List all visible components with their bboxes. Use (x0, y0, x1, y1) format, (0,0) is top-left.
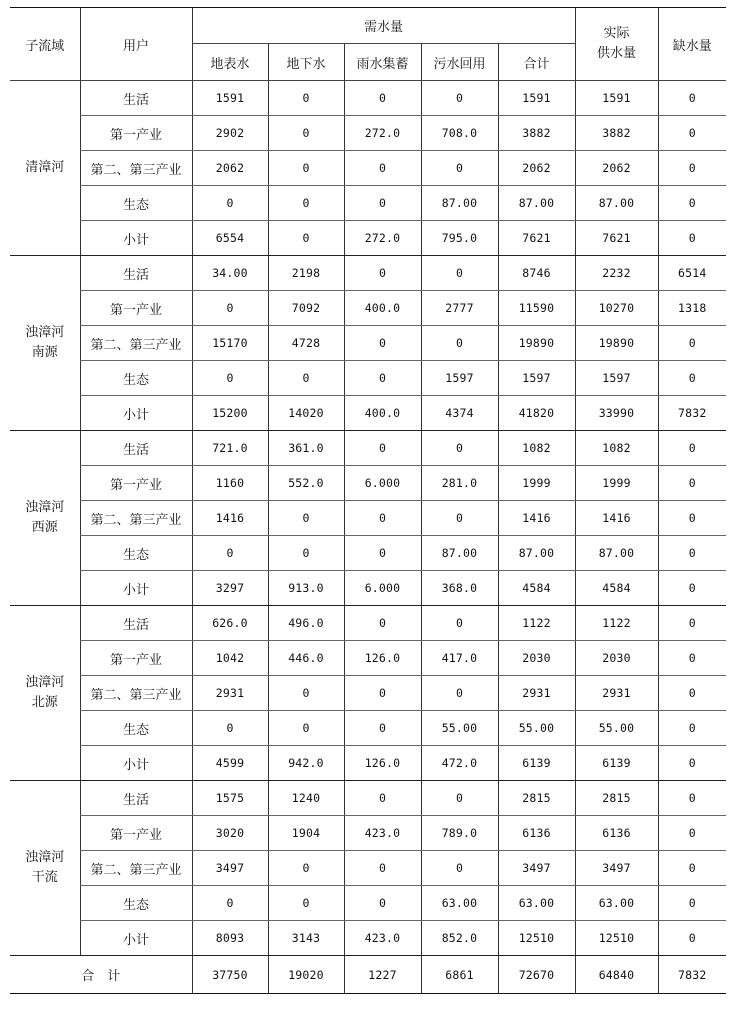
table-row (10, 746, 726, 781)
value-cell: 789.0 (421, 816, 498, 851)
value-cell: 1042 (192, 641, 268, 676)
header-surface-water: 地表水 (192, 44, 268, 81)
user-cell: 小计 (80, 221, 192, 256)
value-cell: 10270 (575, 291, 658, 326)
user-cell: 小计 (80, 746, 192, 781)
value-cell: 0 (658, 326, 726, 361)
value-cell: 12510 (498, 921, 575, 956)
value-cell: 0 (658, 571, 726, 606)
value-cell: 626.0 (192, 606, 268, 641)
value-cell: 2062 (498, 151, 575, 186)
header-rainwater: 雨水集蓄 (344, 44, 421, 81)
table-row (10, 501, 726, 536)
value-cell: 552.0 (268, 466, 344, 501)
header-actual-supply (575, 8, 658, 81)
value-cell: 0 (658, 851, 726, 886)
value-cell: 4599 (192, 746, 268, 781)
value-cell: 0 (658, 606, 726, 641)
value-cell: 0 (421, 326, 498, 361)
value-cell: 913.0 (268, 571, 344, 606)
basin-name-line: 西源 (31, 520, 58, 535)
value-cell: 55.00 (498, 711, 575, 746)
value-cell: 400.0 (344, 396, 421, 431)
value-cell: 7621 (498, 221, 575, 256)
value-cell: 281.0 (421, 466, 498, 501)
total-value-cell: 37750 (192, 956, 268, 994)
table-row (10, 431, 726, 466)
value-cell: 6.000 (344, 466, 421, 501)
value-cell: 423.0 (344, 816, 421, 851)
value-cell: 1597 (421, 361, 498, 396)
value-cell: 87.00 (498, 186, 575, 221)
basin-cell (10, 431, 80, 606)
value-cell: 0 (344, 326, 421, 361)
value-cell: 2931 (575, 676, 658, 711)
value-cell: 33990 (575, 396, 658, 431)
value-cell: 6554 (192, 221, 268, 256)
value-cell: 446.0 (268, 641, 344, 676)
value-cell: 1416 (192, 501, 268, 536)
table-row (10, 921, 726, 956)
user-cell: 生活 (80, 781, 192, 816)
value-cell: 63.00 (498, 886, 575, 921)
table-row (10, 676, 726, 711)
value-cell: 0 (344, 606, 421, 641)
value-cell: 0 (421, 606, 498, 641)
value-cell: 34.00 (192, 256, 268, 291)
basin-name-line: 清漳河 (25, 160, 65, 175)
header-actual-supply-line1: 实际 (603, 26, 630, 41)
value-cell: 0 (658, 466, 726, 501)
table-row (10, 641, 726, 676)
value-cell: 87.00 (421, 536, 498, 571)
value-cell: 708.0 (421, 116, 498, 151)
value-cell: 0 (344, 501, 421, 536)
table-row (10, 256, 726, 291)
value-cell: 0 (268, 361, 344, 396)
value-cell: 0 (658, 711, 726, 746)
user-cell: 生活 (80, 606, 192, 641)
header-groundwater: 地下水 (268, 44, 344, 81)
user-cell: 第一产业 (80, 816, 192, 851)
value-cell: 0 (421, 151, 498, 186)
value-cell: 272.0 (344, 116, 421, 151)
table-body (10, 81, 726, 994)
table-row (10, 711, 726, 746)
user-cell: 生态 (80, 186, 192, 221)
value-cell: 942.0 (268, 746, 344, 781)
table-row (10, 81, 726, 116)
header-basin: 子流域 (10, 8, 80, 81)
value-cell: 272.0 (344, 221, 421, 256)
value-cell: 0 (658, 746, 726, 781)
value-cell: 721.0 (192, 431, 268, 466)
value-cell: 126.0 (344, 746, 421, 781)
user-cell: 小计 (80, 921, 192, 956)
value-cell: 11590 (498, 291, 575, 326)
value-cell: 0 (658, 151, 726, 186)
value-cell: 0 (344, 886, 421, 921)
value-cell: 15200 (192, 396, 268, 431)
value-cell: 0 (421, 676, 498, 711)
value-cell: 0 (421, 781, 498, 816)
user-cell: 小计 (80, 571, 192, 606)
value-cell: 0 (658, 81, 726, 116)
value-cell: 8093 (192, 921, 268, 956)
value-cell: 0 (192, 186, 268, 221)
value-cell: 3882 (498, 116, 575, 151)
value-cell: 3882 (575, 116, 658, 151)
value-cell: 0 (344, 431, 421, 466)
value-cell: 1999 (575, 466, 658, 501)
basin-name-line: 南源 (31, 345, 58, 360)
value-cell: 1416 (575, 501, 658, 536)
value-cell: 2030 (575, 641, 658, 676)
value-cell: 2030 (498, 641, 575, 676)
header-actual-supply-line2: 供水量 (596, 46, 636, 61)
user-cell: 第二、第三产业 (80, 151, 192, 186)
table-row (10, 851, 726, 886)
value-cell: 4584 (575, 571, 658, 606)
value-cell: 0 (658, 221, 726, 256)
total-value-cell: 7832 (658, 956, 726, 994)
value-cell: 87.00 (575, 186, 658, 221)
value-cell: 1904 (268, 816, 344, 851)
value-cell: 19890 (498, 326, 575, 361)
user-cell: 第一产业 (80, 466, 192, 501)
basin-name-line: 浊漳河 (25, 500, 65, 515)
table-row (10, 396, 726, 431)
value-cell: 1999 (498, 466, 575, 501)
table-row (10, 221, 726, 256)
value-cell: 2815 (575, 781, 658, 816)
value-cell: 0 (658, 676, 726, 711)
value-cell: 6139 (498, 746, 575, 781)
basin-cell (10, 81, 80, 256)
value-cell: 6139 (575, 746, 658, 781)
value-cell: 0 (344, 536, 421, 571)
user-cell: 生活 (80, 431, 192, 466)
header-shortage: 缺水量 (658, 8, 726, 81)
value-cell: 0 (268, 151, 344, 186)
value-cell: 1122 (575, 606, 658, 641)
value-cell: 417.0 (421, 641, 498, 676)
value-cell: 0 (192, 711, 268, 746)
value-cell: 0 (658, 361, 726, 396)
value-cell: 12510 (575, 921, 658, 956)
value-cell: 0 (268, 116, 344, 151)
user-cell: 第一产业 (80, 291, 192, 326)
user-cell: 小计 (80, 396, 192, 431)
value-cell: 1591 (192, 81, 268, 116)
value-cell: 0 (268, 186, 344, 221)
basin-name-line: 浊漳河 (25, 675, 65, 690)
value-cell: 0 (192, 361, 268, 396)
value-cell: 1122 (498, 606, 575, 641)
value-cell: 0 (268, 536, 344, 571)
value-cell: 4374 (421, 396, 498, 431)
value-cell: 41820 (498, 396, 575, 431)
table-row (10, 536, 726, 571)
value-cell: 0 (268, 676, 344, 711)
value-cell: 3497 (575, 851, 658, 886)
total-value-cell: 72670 (498, 956, 575, 994)
value-cell: 8746 (498, 256, 575, 291)
table-row (10, 606, 726, 641)
water-balance-table (10, 7, 726, 994)
value-cell: 2777 (421, 291, 498, 326)
value-cell: 1082 (498, 431, 575, 466)
total-value-cell: 19020 (268, 956, 344, 994)
value-cell: 126.0 (344, 641, 421, 676)
value-cell: 0 (268, 886, 344, 921)
value-cell: 1575 (192, 781, 268, 816)
value-cell: 0 (658, 816, 726, 851)
value-cell: 0 (658, 501, 726, 536)
value-cell: 2902 (192, 116, 268, 151)
value-cell: 14020 (268, 396, 344, 431)
header-demand-sum: 合计 (498, 44, 575, 81)
value-cell: 2198 (268, 256, 344, 291)
value-cell: 6136 (575, 816, 658, 851)
value-cell: 361.0 (268, 431, 344, 466)
value-cell: 1591 (575, 81, 658, 116)
value-cell: 1597 (498, 361, 575, 396)
value-cell: 0 (421, 81, 498, 116)
value-cell: 795.0 (421, 221, 498, 256)
table-row (10, 571, 726, 606)
value-cell: 2062 (575, 151, 658, 186)
value-cell: 0 (344, 361, 421, 396)
value-cell: 0 (344, 851, 421, 886)
value-cell: 2815 (498, 781, 575, 816)
table-row (10, 466, 726, 501)
user-cell: 生活 (80, 81, 192, 116)
value-cell: 0 (268, 851, 344, 886)
value-cell: 2232 (575, 256, 658, 291)
value-cell: 1318 (658, 291, 726, 326)
value-cell: 7832 (658, 396, 726, 431)
value-cell: 87.00 (421, 186, 498, 221)
value-cell: 7621 (575, 221, 658, 256)
table-row (10, 186, 726, 221)
value-cell: 0 (268, 81, 344, 116)
value-cell: 1240 (268, 781, 344, 816)
value-cell: 1160 (192, 466, 268, 501)
value-cell: 3143 (268, 921, 344, 956)
value-cell: 0 (658, 116, 726, 151)
value-cell: 0 (192, 291, 268, 326)
header-user: 用户 (80, 8, 192, 81)
value-cell: 6.000 (344, 571, 421, 606)
value-cell: 368.0 (421, 571, 498, 606)
user-cell: 生态 (80, 711, 192, 746)
value-cell: 3497 (192, 851, 268, 886)
value-cell: 423.0 (344, 921, 421, 956)
value-cell: 0 (268, 501, 344, 536)
total-value-cell: 6861 (421, 956, 498, 994)
user-cell: 第一产业 (80, 641, 192, 676)
value-cell: 4728 (268, 326, 344, 361)
value-cell: 0 (421, 431, 498, 466)
value-cell: 7092 (268, 291, 344, 326)
table-row (10, 151, 726, 186)
basin-name-line: 浊漳河 (25, 325, 65, 340)
header-reclaimed-water: 污水回用 (421, 44, 498, 81)
basin-name-line: 浊漳河 (25, 850, 65, 865)
value-cell: 0 (658, 781, 726, 816)
user-cell: 第二、第三产业 (80, 501, 192, 536)
value-cell: 0 (344, 781, 421, 816)
header-demand: 需水量 (192, 8, 575, 44)
value-cell: 0 (344, 186, 421, 221)
value-cell: 0 (192, 886, 268, 921)
value-cell: 0 (658, 536, 726, 571)
user-cell: 第二、第三产业 (80, 851, 192, 886)
user-cell: 第二、第三产业 (80, 326, 192, 361)
total-value-cell: 1227 (344, 956, 421, 994)
table-row (10, 291, 726, 326)
value-cell: 852.0 (421, 921, 498, 956)
value-cell: 0 (658, 886, 726, 921)
table-row (10, 361, 726, 396)
value-cell: 1591 (498, 81, 575, 116)
value-cell: 2931 (192, 676, 268, 711)
value-cell: 0 (658, 186, 726, 221)
table-row (10, 816, 726, 851)
value-cell: 0 (344, 711, 421, 746)
table-row (10, 886, 726, 921)
value-cell: 496.0 (268, 606, 344, 641)
value-cell: 0 (344, 81, 421, 116)
basin-name-line: 干流 (31, 870, 58, 885)
value-cell: 0 (421, 851, 498, 886)
value-cell: 0 (192, 536, 268, 571)
basin-cell (10, 781, 80, 956)
total-row (10, 956, 726, 994)
value-cell: 55.00 (575, 711, 658, 746)
value-cell: 1416 (498, 501, 575, 536)
value-cell: 0 (344, 676, 421, 711)
value-cell: 1082 (575, 431, 658, 466)
value-cell: 3497 (498, 851, 575, 886)
value-cell: 63.00 (575, 886, 658, 921)
value-cell: 400.0 (344, 291, 421, 326)
value-cell: 2931 (498, 676, 575, 711)
basin-cell (10, 606, 80, 781)
value-cell: 2062 (192, 151, 268, 186)
value-cell: 0 (658, 431, 726, 466)
table-row (10, 781, 726, 816)
value-cell: 0 (658, 641, 726, 676)
user-cell: 第一产业 (80, 116, 192, 151)
value-cell: 3020 (192, 816, 268, 851)
total-value-cell: 64840 (575, 956, 658, 994)
value-cell: 19890 (575, 326, 658, 361)
user-cell: 生态 (80, 536, 192, 571)
value-cell: 55.00 (421, 711, 498, 746)
value-cell: 63.00 (421, 886, 498, 921)
user-cell: 第二、第三产业 (80, 676, 192, 711)
value-cell: 4584 (498, 571, 575, 606)
value-cell: 6514 (658, 256, 726, 291)
table-row (10, 116, 726, 151)
basin-cell (10, 256, 80, 431)
user-cell: 生态 (80, 361, 192, 396)
value-cell: 6136 (498, 816, 575, 851)
value-cell: 1597 (575, 361, 658, 396)
value-cell: 0 (421, 256, 498, 291)
value-cell: 3297 (192, 571, 268, 606)
value-cell: 0 (268, 221, 344, 256)
value-cell: 472.0 (421, 746, 498, 781)
value-cell: 0 (658, 921, 726, 956)
value-cell: 15170 (192, 326, 268, 361)
value-cell: 0 (421, 501, 498, 536)
value-cell: 0 (344, 256, 421, 291)
user-cell: 生活 (80, 256, 192, 291)
value-cell: 0 (268, 711, 344, 746)
value-cell: 87.00 (498, 536, 575, 571)
value-cell: 0 (344, 151, 421, 186)
table-row (10, 326, 726, 361)
total-label: 合 计 (10, 956, 192, 994)
value-cell: 87.00 (575, 536, 658, 571)
basin-name-line: 北源 (31, 695, 58, 710)
table-container (10, 7, 726, 994)
user-cell: 生态 (80, 886, 192, 921)
